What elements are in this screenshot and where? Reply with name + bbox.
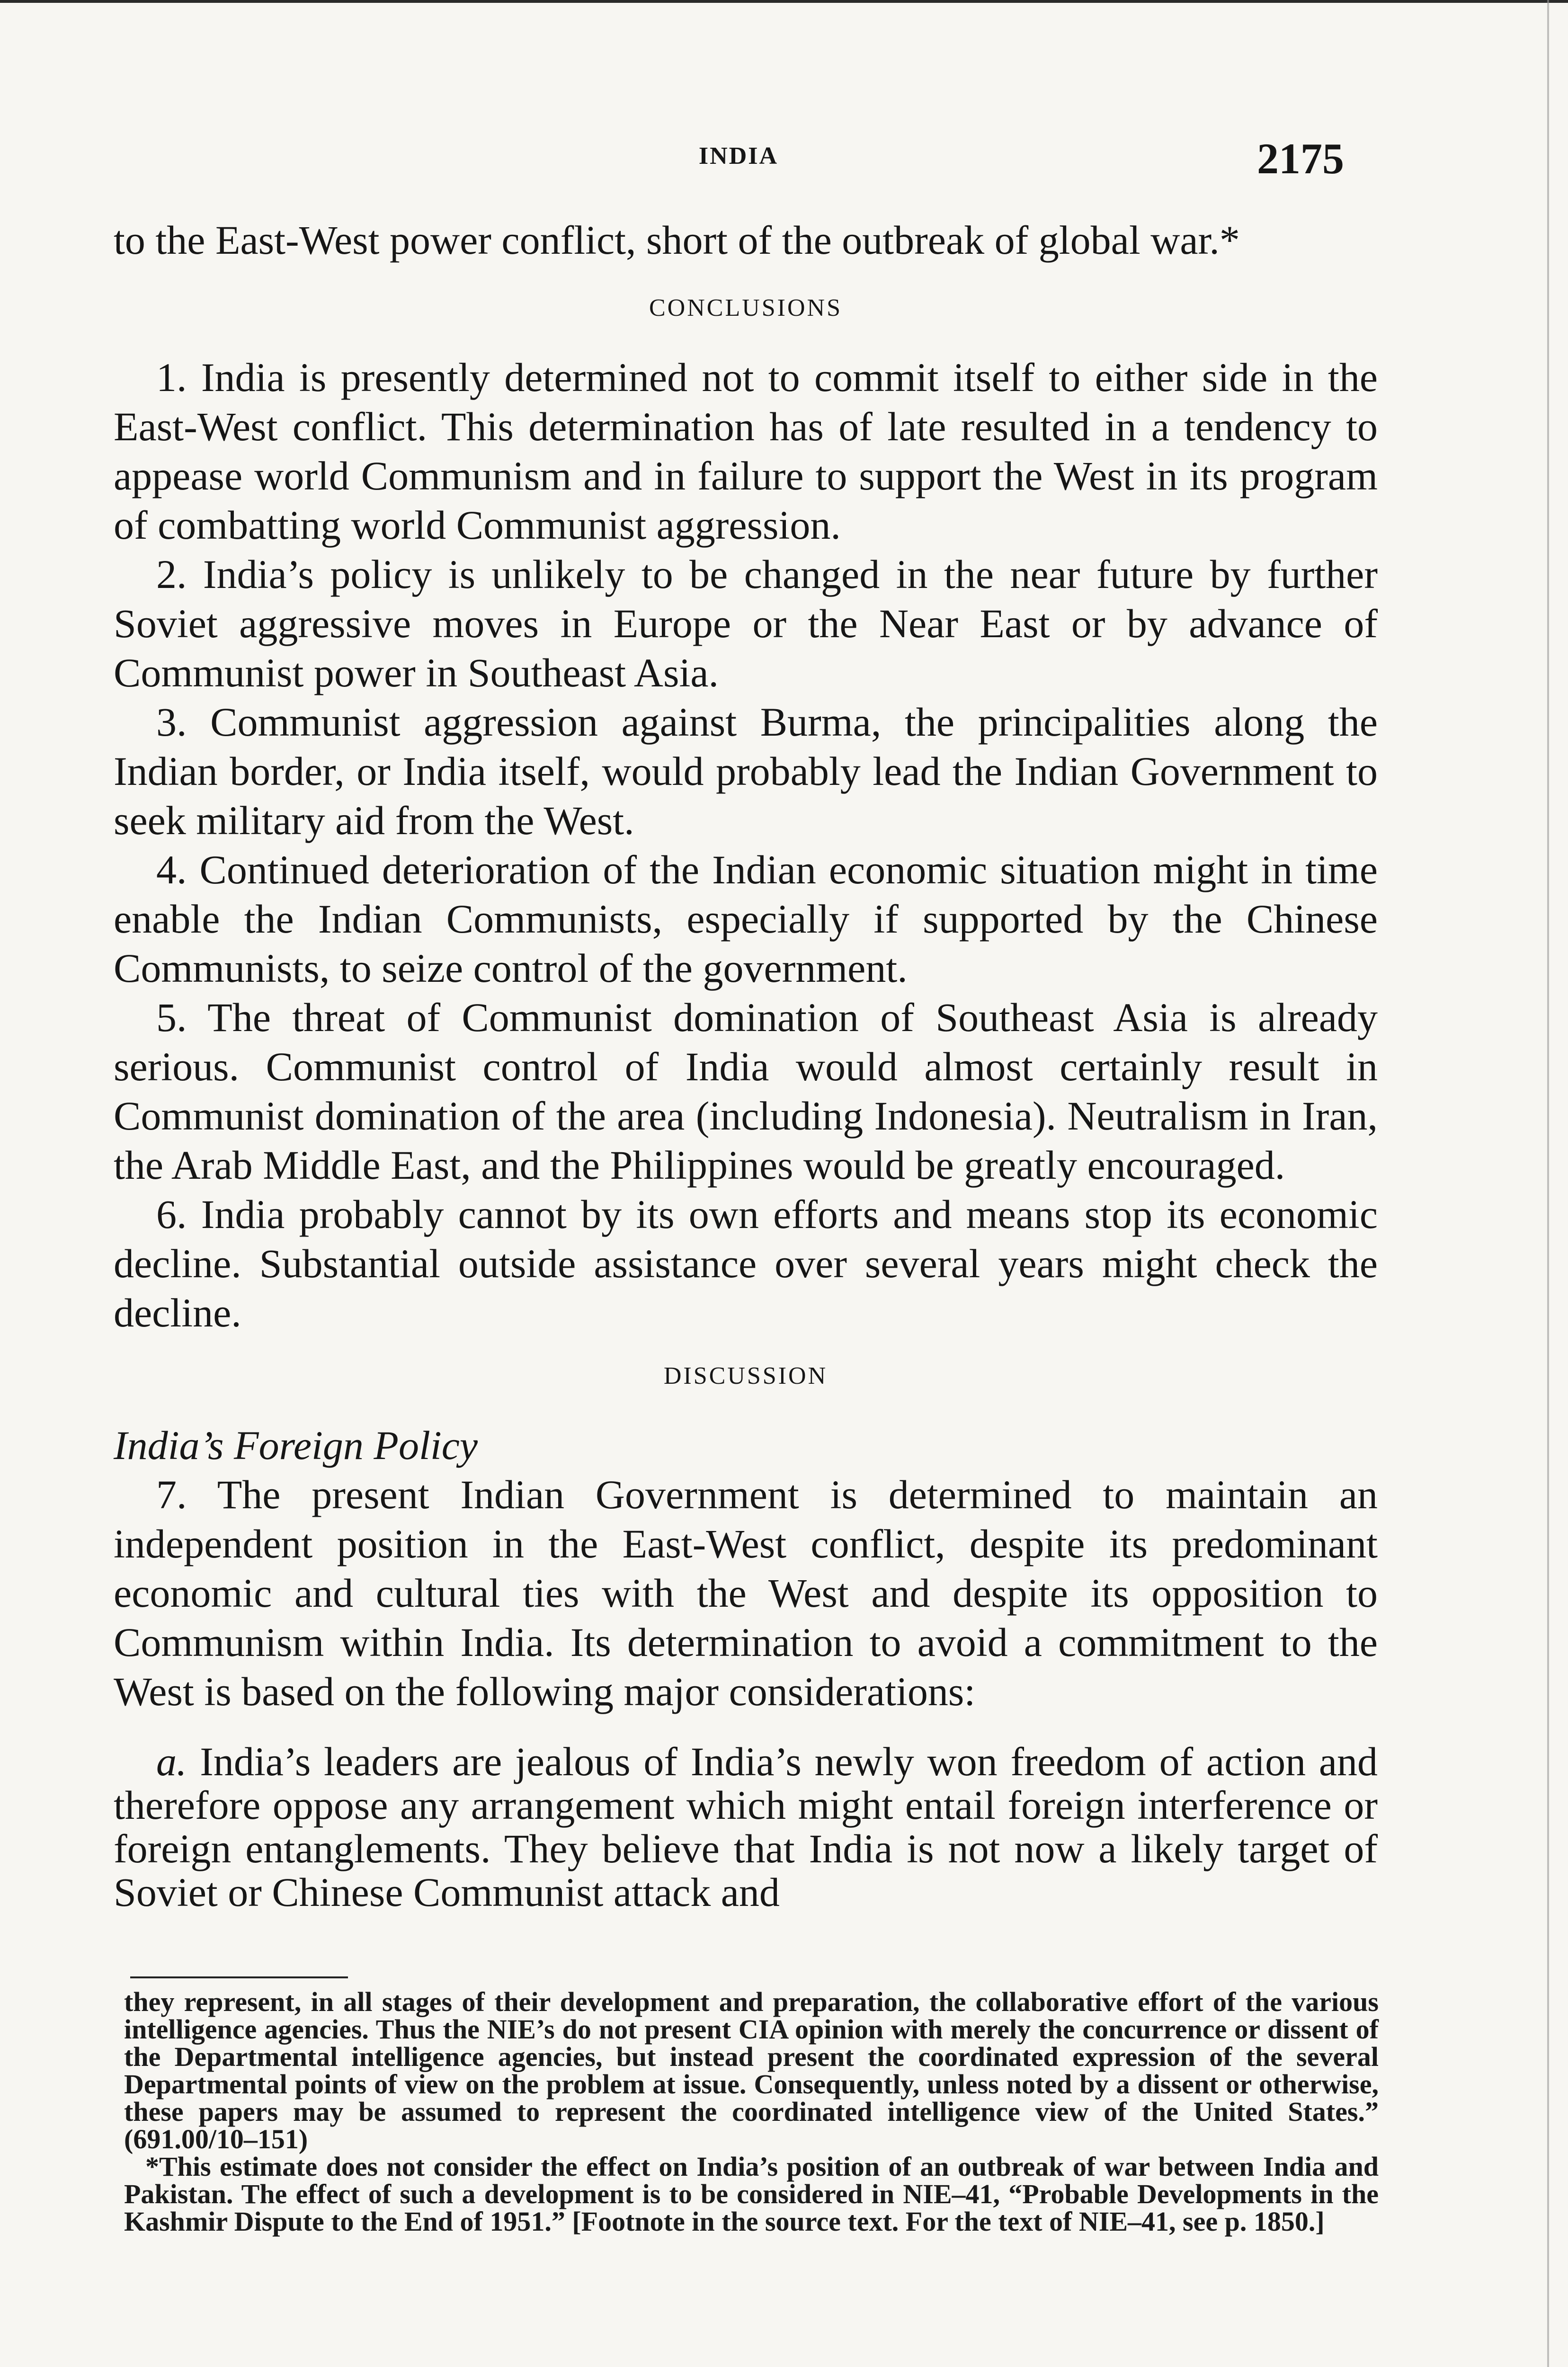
conclusion-4: 4. Continued deterioration of the Indian economic situation might in time enable the Indian Communists, especially if supported by the Chinese Communists, to seize control of the government. [114,847,1378,991]
lead-line: to the East-West power conflict, short of the outbreak of global war.* [114,217,1240,263]
conclusions-heading: CONCLUSIONS [649,294,843,321]
main-text [114,215,1378,1914]
paragraph-a [114,1740,1378,1914]
page-header [0,133,1568,186]
conclusion-3: 3. Communist aggression against Burma, the principalities along the Indian border, or India itself, would probably lead the Indian Government to seek military aid from the West. [114,699,1378,843]
footnotes [124,1988,1379,2235]
page-top-edge [0,0,1568,3]
conclusion-1: 1. India is presently determined not to commit itself to either side in the East-West conflict. This determination has of late resulted in a tendency to appease world Communism and in failure to support the West in its program of combatting world Communist aggression. [114,355,1378,548]
conclusion-6: 6. India probably cannot by its own efforts and means stop its economic decline. Substantial outside assistance over several years might check the decline. [114,1192,1378,1335]
conclusion-2: 2. India’s policy is unlikely to be changed in the near future by further Soviet aggressive moves in Europe or the Near East or by advance of Communist power in Southeast Asia. [114,552,1378,695]
running-head: INDIA [698,142,779,169]
footnote-continuation: they represent, in all stages of their development and preparation, the collaborative effort of the various intelligence agencies. Thus the NIE’s do not present CIA opinion with merely the concurrence or dissent of the Departmental intelligence agencies, but instead present the coordinated expression of the several Departmental points of view on the problem at issue. Consequently, unless noted by a dissent or otherwise, these papers may be assumed to represent the coordinated intelligence view of the United States.” (691.00/10–151) [124,1986,1379,2154]
discussion-heading: DISCUSSION [663,1362,828,1389]
page-number: 2175 [1257,134,1344,183]
paragraph-7: 7. The present Indian Government is determined to maintain an independent position in the East-West conflict, despite its predominant economic and cultural ties with the West and despite its opposition to Communism within India. Its determination to avoid a commitment to the West is based on the following major considerations: [114,1472,1378,1714]
conclusion-5: 5. The threat of Communist domination of Southeast Asia is already serious. Communist control of India would almost certainly result in Communist domination of the area (including Indonesia). Neutralism in Iran, the Arab Middle East, and the Philippines would be greatly encouraged. [114,995,1378,1188]
footnote-rule [130,1976,348,1978]
paragraph-a-label: a. [156,1739,187,1784]
page-right-edge [1547,0,1549,2367]
footnote-star: *This estimate does not consider the effect on India’s position of an outbreak of war between India and Pakistan. The effect of such a development is to be considered in NIE–41, “Probable Developments in the Kashmir Dispute to the End of 1951.” [Footnote in the source text. For the text of NIE–41, see p. 1850.] [124,2151,1379,2237]
foreign-policy-heading: India’s Foreign Policy [114,1423,478,1468]
paragraph-a-text: India’s leaders are jealous of India’s newly won freedom of action and therefore oppose any arrangement which might entail foreign interference or foreign entanglements. They believe that India is not now a likely target of Soviet or Chinese Communist attack and [114,1739,1378,1915]
